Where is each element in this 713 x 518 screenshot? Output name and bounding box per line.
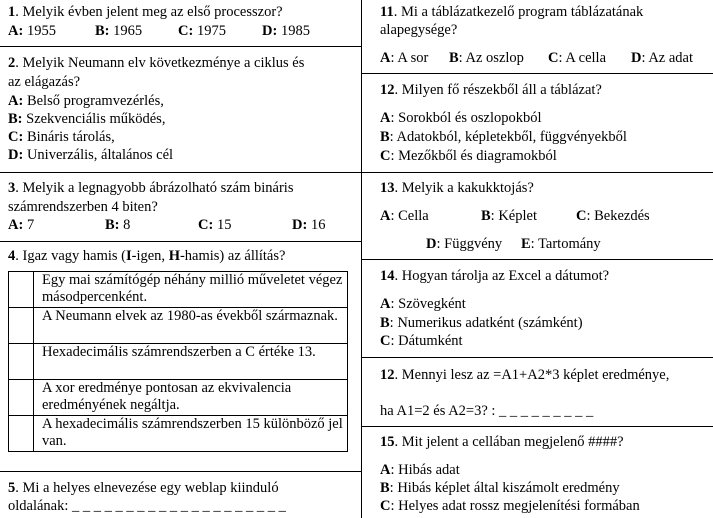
q11-option-a[interactable]: A: A sor xyxy=(380,50,429,66)
q13-question: 13. Melyik a kakukktojás? xyxy=(380,180,534,196)
answer-box[interactable] xyxy=(9,272,34,308)
table-row xyxy=(9,416,348,452)
statement-text: A hexadecimális számrendszerben 15 különböző jel van. xyxy=(34,416,348,452)
q1-option-d[interactable]: D: 1985 xyxy=(262,23,310,39)
statement-text: A Neumann elvek az 1980-as évekből származnak. xyxy=(34,308,348,344)
q12b-question: 12. Mennyi lesz az =A1+A2*3 képlet eredménye, xyxy=(380,367,670,383)
q4-question: 4. Igaz vagy hamis (I-igen, H-hamis) az állítás? xyxy=(8,248,286,264)
q14-option-b[interactable]: B: Numerikus adatként (számként) xyxy=(380,315,583,331)
divider xyxy=(0,172,361,173)
q2-option-c[interactable]: C: Bináris tárolás, xyxy=(8,129,115,145)
q5-answer-blank[interactable]: oldalának: _ _ _ _ _ _ _ _ _ _ _ _ _ _ _ _ _ _ _ _ xyxy=(8,498,286,514)
q3-option-d[interactable]: D: 16 xyxy=(292,217,326,233)
answer-box[interactable] xyxy=(9,344,34,380)
q1-option-a[interactable]: A: 1955 xyxy=(8,23,56,39)
q15-option-a[interactable]: A: Hibás adat xyxy=(380,462,460,478)
divider xyxy=(361,357,713,358)
q13-option-a[interactable]: A: Cella xyxy=(380,208,429,224)
table-row xyxy=(9,344,348,380)
q11-option-d[interactable]: D: Az adat xyxy=(631,50,694,66)
divider xyxy=(361,73,713,74)
divider xyxy=(0,46,361,47)
q3-option-b[interactable]: B: 8 xyxy=(105,217,131,233)
q2-question-line2: az elágazás? xyxy=(8,74,81,90)
answer-box[interactable] xyxy=(9,380,34,416)
q3-option-a[interactable]: A: 7 xyxy=(8,217,35,233)
q12a-question: 12. Milyen fő részekből áll a táblázat? xyxy=(380,82,602,98)
divider xyxy=(0,241,361,242)
q13-option-c[interactable]: C: Bekezdés xyxy=(576,208,650,224)
q11-option-b[interactable]: B: Az oszlop xyxy=(449,50,524,66)
q3-question-line1: 3. Melyik a legnagyobb ábrázolható szám bináris xyxy=(8,180,294,196)
q13-option-e[interactable]: E: Tartomány xyxy=(521,236,601,252)
q14-question: 14. Hogyan tárolja az Excel a dátumot? xyxy=(380,268,610,284)
divider xyxy=(0,471,361,472)
table-row xyxy=(9,272,348,308)
q2-option-d[interactable]: D: Univerzális, általános cél xyxy=(8,147,174,163)
true-false-table xyxy=(8,271,348,452)
answer-box[interactable] xyxy=(9,416,34,452)
q13-option-d[interactable]: D: Függvény xyxy=(426,236,503,252)
statement-text: Hexadecimális számrendszerben a C értéke 13. xyxy=(34,344,348,380)
table-row xyxy=(9,380,348,416)
divider xyxy=(361,259,713,260)
q5-question-line1: 5. Mi a helyes elnevezése egy weblap kiinduló xyxy=(8,480,279,496)
q3-option-c[interactable]: C: 15 xyxy=(198,217,232,233)
q15-option-c[interactable]: C: Helyes adat rossz megjelenítési formában xyxy=(380,498,640,514)
q12a-option-c[interactable]: C: Mezőkből és diagramokból xyxy=(380,148,557,164)
q2-option-b[interactable]: B: Szekvenciális működés, xyxy=(8,111,166,127)
q11-option-c[interactable]: C: A cella xyxy=(548,50,606,66)
q14-option-c[interactable]: C: Dátumként xyxy=(380,333,463,349)
q12a-option-b[interactable]: B: Adatokból, képletekből, függvényekből xyxy=(380,129,627,145)
q2-question-line1: 2. Melyik Neumann elv következménye a ciklus és xyxy=(8,55,305,71)
q13-option-b[interactable]: B: Képlet xyxy=(481,208,537,224)
table-row xyxy=(9,308,348,344)
q11-question-line2: alapegysége? xyxy=(380,22,458,38)
q11-question-line1: 11. Mi a táblázatkezelő program táblázatának xyxy=(380,4,644,20)
q3-question-line2: számrendszerben 4 biten? xyxy=(8,199,158,215)
statement-text: Egy mai számítógép néhány millió műveletet végez másodpercenként. xyxy=(34,272,348,308)
q1-option-c[interactable]: C: 1975 xyxy=(178,23,226,39)
statement-text: A xor eredménye pontosan az ekvivalencia eredményének negáltja. xyxy=(34,380,348,416)
divider xyxy=(361,426,713,427)
q1-question: 1. Melyik évben jelent meg az első processzor? xyxy=(8,4,283,20)
q12b-answer-blank[interactable]: ha A1=2 és A2=3? : _ _ _ _ _ _ _ _ _ xyxy=(380,403,594,419)
q12a-option-a[interactable]: A: Sorokból és oszlopokból xyxy=(380,110,542,126)
q1-option-b[interactable]: B: 1965 xyxy=(95,23,143,39)
divider xyxy=(361,172,713,173)
answer-box[interactable] xyxy=(9,308,34,344)
q15-question: 15. Mit jelent a cellában megjelenő ####? xyxy=(380,434,624,450)
q15-option-b[interactable]: B: Hibás képlet által kiszámolt eredmény xyxy=(380,480,620,496)
q2-option-a[interactable]: A: Belső programvezérlés, xyxy=(8,93,164,109)
q14-option-a[interactable]: A: Szövegként xyxy=(380,296,466,312)
